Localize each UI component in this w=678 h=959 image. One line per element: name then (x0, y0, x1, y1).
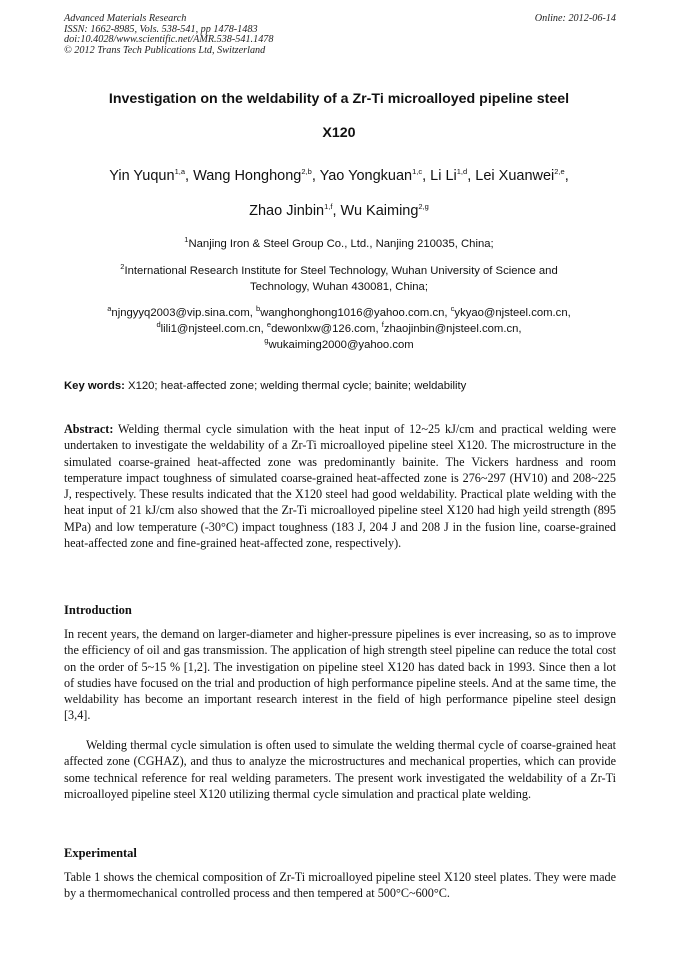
author-separator: , (467, 168, 476, 184)
author-list-line-2 (30, 203, 648, 219)
author-list-line-1 (30, 168, 648, 184)
experimental-paragraph-1: Table 1 shows the chemical composition of Zr-Ti microalloyed pipeline steel X120 steel plates. They were made by a thermomechanical controlled process and then tempered at 500°C~600°C. (64, 870, 616, 901)
email-mark: b (256, 304, 261, 314)
abstract-label: Abstract: (64, 422, 114, 436)
email-address: lili1@njsteel.com.cn (160, 323, 261, 335)
author-name: Yin Yuqun (109, 168, 175, 184)
email-list (50, 305, 628, 353)
author-affiliation-mark: 1,c (412, 167, 423, 177)
introduction-paragraph-1: In recent years, the demand on larger-diameter and higher-pressure pipelines is ever increasing, so as to improve the efficiency of oil and gas transmission. The application of high strength steel pipeline can reduce the total cost on the order of 5~15 % [1,2]. The investigation on pipeline steel X120 has dated back in 1993. Since then a lot of studies have focused on the trial and production of high performance pipeline steels. And at the same time, the weldability has become an important research interest in the field of high performance pipeline steel design [3,4]. (64, 627, 616, 723)
email-separator: , (375, 323, 382, 335)
email-entry (450, 304, 571, 319)
introduction-paragraph-2: Welding thermal cycle simulation is often used to simulate the welding thermal cycle of coarse-grained heat affected zone (CGHAZ), and thus to analyze the microstructures and mechanical properties, which can provide some technical reference for real welding parameters. The present work investigated the weldability of a Zr-Ti microalloyed pipeline steel X120 utilizing thermal cycle simulation and practical plate welding. (64, 738, 616, 801)
email-entry (264, 336, 414, 351)
keywords-text: X120; heat-affected zone; welding thermal cycle; bainite; weldability (124, 380, 467, 392)
email-separator: , (567, 307, 571, 319)
email-separator: , (260, 323, 267, 335)
author-separator: , (311, 168, 320, 184)
email-entry (266, 320, 382, 335)
email-entry (256, 304, 451, 319)
copyright-line: © 2012 Trans Tech Publications Ltd, Switzerland (64, 44, 266, 56)
online-date: Online: 2012-06-14 (534, 13, 616, 24)
author-separator: , (564, 168, 569, 184)
email-entry (107, 304, 257, 319)
affiliation-text: International Research Institute for Steel Technology, Wuhan University of Science and (124, 265, 558, 277)
affiliation-text-continued: Technology, Wuhan 430081, China; (250, 281, 428, 293)
email-entry (381, 320, 522, 335)
abstract-text: Welding thermal cycle simulation with the heat input of 12~25 kJ/cm and practical welding were undertaken to investigate the weldability of a Zr-Ti microalloyed pipeline steel X120. The microstructure in the simulated coarse-grained heat-affected zone was predominantly bainite. The Vickers hardness and room temperature impact toughness of simulated coarse-grained heat-affected zone is 276~297 (HV10) and 208~225 J, respectively. These results indicated that the X120 steel had good weldability. Practical plate welding with the heat input of 21 kJ/cm also showed that the Zr-Ti microalloyed pipeline steel X120 had high yeild strength (895 MPa) and low temperature (-30°C) impact toughness (183 J, 204 J and 208 J in the fusion line, coarse-grained heat-affected zone and fine-grained heat-affected zone, respectively). (64, 422, 616, 551)
affiliation-mark: 1 (184, 235, 189, 245)
journal-header (64, 14, 616, 56)
email-separator: , (444, 307, 451, 319)
email-mark: c (450, 304, 455, 314)
author-affiliation-mark: 2,b (301, 167, 312, 177)
author-affiliation-mark: 1,d (456, 167, 468, 177)
author-separator: , (332, 203, 341, 219)
author-name: Li Li (430, 168, 457, 184)
email-entry (156, 320, 267, 335)
affiliation-1 (60, 236, 618, 252)
email-mark: e (266, 320, 272, 330)
email-separator: , (249, 307, 257, 319)
email-address: wukaiming2000@yahoo.com (268, 339, 414, 351)
email-mark: d (156, 320, 161, 330)
author-affiliation-mark: 1,f (324, 202, 333, 212)
experimental-heading: Experimental (64, 846, 137, 860)
author-affiliation-mark: 2,g (418, 202, 429, 212)
email-address: wanghonghong1016@yahoo.com.cn (260, 307, 445, 319)
email-mark: a (107, 304, 112, 314)
affiliation-mark: 2 (120, 262, 125, 272)
email-separator: , (518, 323, 522, 335)
journal-name: Advanced Materials Research (64, 13, 187, 24)
author-affiliation-mark: 1,a (174, 167, 186, 177)
keywords-label: Key words: (64, 380, 125, 392)
author-name: Wang Honghong (193, 168, 302, 184)
author-name: Lei Xuanwei (475, 168, 555, 184)
email-address: zhaojinbin@njsteel.com.cn (383, 323, 519, 335)
email-mark: g (264, 336, 269, 346)
keywords-line (64, 380, 616, 392)
affiliation-text: Nanjing Iron & Steel Group Co., Ltd., Nanjing 210035, China; (188, 238, 494, 250)
email-address: ykyao@njsteel.com.cn (454, 307, 568, 319)
email-mark: f (381, 320, 384, 330)
author-name: Yao Yongkuan (319, 168, 413, 184)
author-name: Wu Kaiming (340, 203, 419, 219)
doi-line: doi:10.4028/www.scientific.net/AMR.538-541.1478 (64, 34, 274, 46)
affiliation-2 (60, 263, 618, 295)
paper-title-continued: X120 (322, 125, 356, 141)
author-separator: , (422, 168, 431, 184)
issn-line: ISSN: 1662-8985, Vols. 538-541, pp 1478-1483 (64, 23, 258, 35)
author-separator: , (185, 168, 194, 184)
author-name: Zhao Jinbin (249, 203, 325, 219)
email-address: dewonlxw@126.com (271, 323, 376, 335)
introduction-heading: Introduction (64, 603, 132, 617)
author-affiliation-mark: 2,e (554, 167, 565, 177)
abstract-paragraph (64, 421, 616, 551)
email-address: njngyyq2003@vip.sina.com (111, 307, 250, 319)
paper-title: Investigation on the weldability of a Zr-Ti microalloyed pipeline steel (108, 91, 570, 107)
